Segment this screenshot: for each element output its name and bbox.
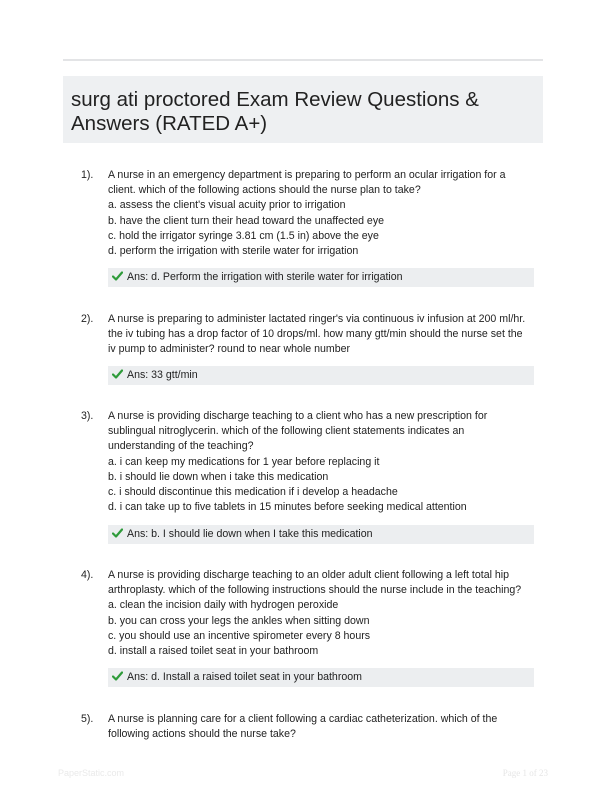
checkmark-icon [112,528,123,538]
checkmark-icon [112,271,123,281]
answer-box [108,525,534,544]
question-line: c. hold the irrigator syringe 3.81 cm (1.5 in) above the eye [108,229,379,242]
question-text [108,568,537,659]
question-line: the iv tubing has a drop factor of 10 drops/ml. how many gtt/min should the nurse set the [108,328,523,341]
question-line: following actions should the nurse take? [108,728,296,741]
question-stem-line: A nurse is providing discharge teaching to an older adult client following a left total hip [108,569,510,581]
question-line: arthroplasty. which of the following instructions should the nurse include in the teaching? [108,584,522,597]
checkmark-icon [112,369,123,379]
answer-text: Ans: b. I should lie down when I take this medication [127,528,373,540]
question-number: 5). [81,713,94,725]
question-text [108,712,537,742]
question-line: b. you can cross your legs the ankles when sitting down [108,614,370,627]
question-line: d. install a raised toilet seat in your bathroom [108,645,319,658]
answer-text: Ans: d. Install a raised toilet seat in your bathroom [127,671,362,683]
question-stem-line: A nurse is planning care for a client following a cardiac catheterization. which of the [108,713,498,725]
question-line: c. i should discontinue this medication if i develop a headache [108,486,398,499]
title-banner [63,76,543,143]
question-line: b. have the client turn their head toward the unaffected eye [108,214,385,227]
question-number: 3). [81,410,94,422]
question-line: d. perform the irrigation with sterile water for irrigation [108,245,359,258]
question-line: d. i can take up to five tablets in 15 minutes before seeking medical attention [108,501,467,514]
question-stem-line: A nurse is providing discharge teaching to a client who has a new prescription for [108,410,488,422]
question-item [81,312,537,358]
question-line: a. clean the incision daily with hydrogen peroxide [108,599,339,612]
answer-box [108,668,534,687]
answer-text: Ans: d. Perform the irrigation with sterile water for irrigation [127,271,403,283]
top-divider [63,59,543,61]
question-text [108,409,537,515]
question-item [81,568,537,659]
question-item [81,168,537,259]
question-item [81,712,537,742]
footer-watermark: PaperStatic.com [58,768,125,778]
question-text [108,168,537,259]
answer-box [108,268,534,287]
question-text [108,312,537,358]
question-line: understanding of the teaching? [108,440,254,453]
question-stem-line: A nurse is preparing to administer lactated ringer's via continuous iv infusion at 200 ml/hr. [108,313,526,325]
page-title: surg ati proctored Exam Review Questions & Answers (RATED A+) [71,88,479,135]
question-line: b. i should lie down when i take this medication [108,470,329,483]
answer-box [108,366,534,385]
question-number: 4). [81,569,94,581]
question-line: client. which of the following actions should the nurse plan to take? [108,184,421,197]
question-line: iv pump to administer? round to near whole number [108,343,351,356]
checkmark-icon [112,671,123,681]
answer-text: Ans: 33 gtt/min [127,369,198,381]
question-line: a. assess the client's visual acuity prior to irrigation [108,199,346,212]
question-item [81,409,537,515]
question-line: c. you should use an incentive spirometer every 8 hours [108,629,371,642]
page-number: Page 1 of 23 [502,768,548,778]
question-number: 2). [81,313,94,325]
question-line: a. i can keep my medications for 1 year before replacing it [108,455,380,468]
question-stem-line: A nurse in an emergency department is preparing to perform an ocular irrigation for a [108,169,506,181]
question-number: 1). [81,169,94,181]
question-line: sublingual nitroglycerin. which of the following client statements indicates an [108,425,465,438]
